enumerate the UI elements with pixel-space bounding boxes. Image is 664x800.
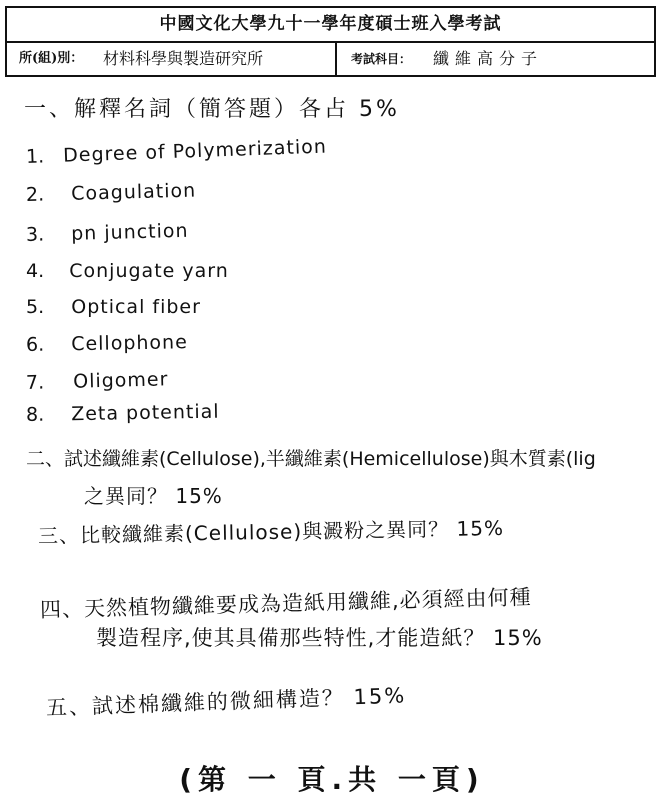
term-text: Cellophone <box>71 331 189 356</box>
term-number: 7. <box>25 371 45 394</box>
exam-title: 中國文化大學九十一學年度碩士班入學考試 <box>7 8 654 43</box>
term-text: Conjugate yarn <box>69 260 229 282</box>
term-text: Degree of Polymerization <box>62 135 328 167</box>
header-info-row <box>7 43 654 75</box>
term-text: pn junction <box>70 219 189 245</box>
term-item-1 <box>26 136 328 168</box>
section-1-title: 一、解釋名詞（簡答題）各占 5% <box>24 97 400 122</box>
term-item-6 <box>26 331 188 356</box>
term-number: 5. <box>26 296 45 318</box>
term-text: Optical fiber <box>71 296 201 318</box>
question-4-line-1: 四、天然植物纖維要成為造紙用纖維,必須經由何種 <box>39 585 532 622</box>
exam-header-table <box>5 6 656 77</box>
term-number: 1. <box>25 145 45 168</box>
term-text: Coagulation <box>70 179 197 205</box>
subject-label: 考試科目： <box>351 52 412 66</box>
term-item-5 <box>26 296 201 318</box>
department-label: 所(組)別： <box>19 51 84 66</box>
term-item-2 <box>26 180 197 206</box>
question-2-line-1: 二、試述纖維素(Cellulose),半纖維素(Hemicellulose)與木質素(lig <box>26 448 596 470</box>
term-item-8 <box>26 401 220 426</box>
page-footer: (第 一 頁.共 一頁) <box>179 763 485 796</box>
header-divider <box>335 43 337 75</box>
question-3: 三、比較纖維素(Cellulose)與澱粉之異同？ 15% <box>37 515 505 548</box>
term-number: 3. <box>25 223 45 246</box>
question-5: 五、試述棉纖維的微細構造？ 15% <box>45 683 407 720</box>
term-number: 6. <box>25 333 45 356</box>
question-4-line-2: 製造程序,使其具備那些特性,才能造紙？ 15% <box>96 626 543 650</box>
department-value: 材料科學與製造研究所 <box>103 49 264 68</box>
term-number: 4. <box>26 260 45 282</box>
term-text: Zeta potential <box>71 400 220 426</box>
term-number: 8. <box>25 403 45 426</box>
term-item-7 <box>26 368 169 394</box>
question-2-line-2: 之異同？ 15% <box>84 484 223 508</box>
term-number: 2. <box>25 183 45 206</box>
term-item-3 <box>26 220 189 246</box>
term-item-4 <box>26 260 229 282</box>
subject-value: 纖維高分子 <box>433 49 544 68</box>
term-text: Oligomer <box>72 368 169 393</box>
